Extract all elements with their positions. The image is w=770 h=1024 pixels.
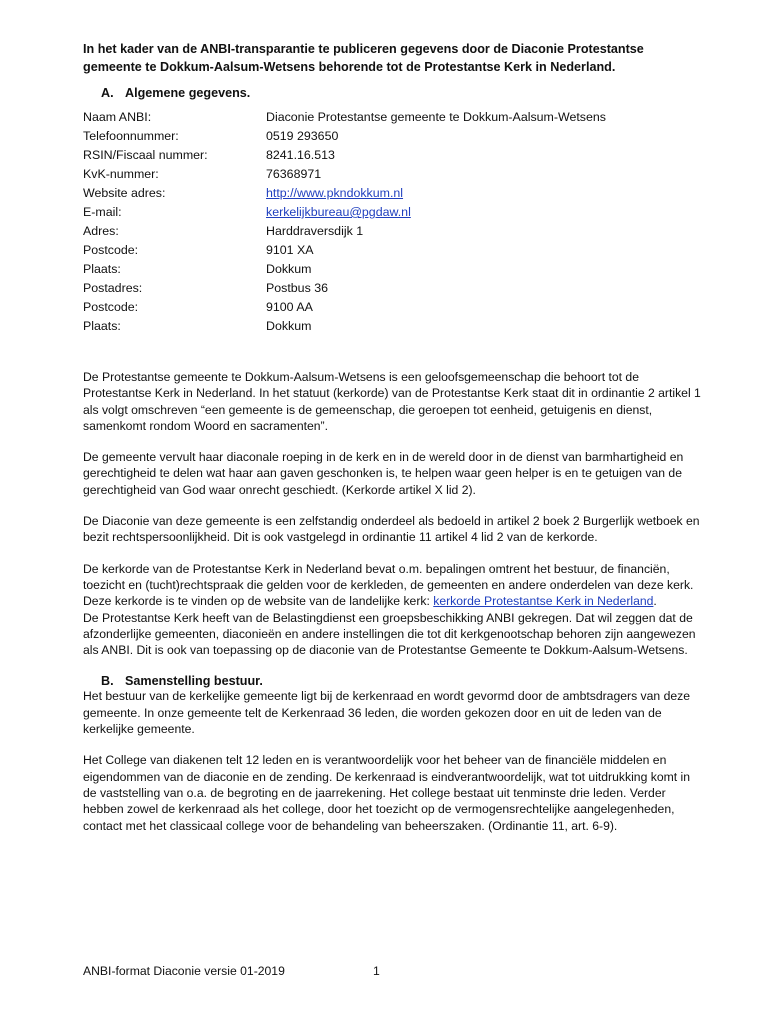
field-value: 0519 293650 [266,129,339,143]
section-a-title: Algemene gegevens. [125,86,251,100]
table-row [83,260,703,279]
field-value: Diaconie Protestantse gemeente te Dokkum-Aalsum-Wetsens [266,110,606,124]
field-label: Postcode: [83,300,139,314]
section-b-title: Samenstelling bestuur. [125,674,263,689]
field-label: Adres: [83,224,119,238]
paragraph-deacons-college: Het College van diakenen telt 12 leden en is verantwoordelijk voor het beheer van de financiële middelen en eigendommen van de diaconie en de zending. De kerkenraad is eindverantwoordelijk, wat tot uitdrukking komt in de vaststelling van o.a. de begroting en de jaarrekening. Het college bestaat uit tenminste drie leden. Verder hebben zowel de kerkenraad als het college, door het toezicht op de vermogensrechtelijke aangelegenheden, contact met het classicaal college voor de behandeling van beheerszaken. (Ordinantie 11, art. 6-9). [83,753,691,833]
field-label: KvK-nummer: [83,167,159,181]
table-row [83,203,703,222]
field-value: Dokkum [266,262,312,276]
field-label: Website adres: [83,186,166,200]
field-label: Plaats: [83,262,121,276]
section-b-heading [83,674,703,688]
table-row [83,222,703,241]
table-row [83,184,703,203]
field-value: Harddraversdijk 1 [266,224,364,238]
field-label: Telefoonnummer: [83,129,179,143]
intro-heading: In het kader van de ANBI-transparantie te publiceren gegevens door de Diaconie Protestantse gemeente te Dokkum-Aalsum-Wetsens behorende tot de Protestantse Kerk in Nederland. [83,42,644,74]
link-trailing-text: . [653,594,657,609]
email-link[interactable]: kerkelijkbureau@pgdaw.nl [266,205,411,219]
field-value: 9100 AA [266,300,313,314]
field-label: Postcode: [83,243,139,257]
page-number: 1 [373,964,380,978]
section-a-letter: A. [101,86,114,100]
table-row [83,127,703,146]
field-label: Naam ANBI: [83,110,152,124]
field-label: RSIN/Fiscaal nummer: [83,148,208,162]
table-row [83,298,703,317]
field-label: Plaats: [83,319,121,333]
paragraph-board: Het bestuur van de kerkelijke gemeente ligt bij de kerkenraad en wordt gevormd door de ambtsdragers van deze gemeente. In onze gemeente telt de Kerkenraad 36 leden, die worden gekozen door en uit de leden van de kerkelijke gemeente. [83,689,691,737]
table-row [83,165,703,184]
paragraph-anbi-group: De Protestantse Kerk heeft van de Belastingdienst een groepsbeschikking ANBI gekregen. Dat wil zeggen dat de afzonderlijke gemeenten, diaconieën en andere instellingen die tot dit kerkgenootschap behoren zijn aangewezen als ANBI. Dit is ook van toepassing op de diaconie van de Protestantse Gemeente te Dokkum-Aalsum-Wetsens. [83,610,696,658]
table-row [83,279,703,298]
table-row [83,241,703,260]
document-page [83,40,703,849]
paragraph-legal-entity: De Diaconie van deze gemeente is een zelfstandig onderdeel als bedoeld in artikel 2 boek 2 Burgerlijk wetboek en bezit rechtspersoonlijkheid. Dit is ook vastgelegd in ordinantie 11 artikel 4 lid 2 van de kerkorde. [83,514,700,545]
field-value: 76368971 [266,167,322,181]
paragraph-diaconal-calling: De gemeente vervult haar diaconale roeping in de kerk en in de wereld door in de dienst van barmhartigheid en gerechtigheid te delen wat haar aan gaven geschonken is, te helpen waar geen helper is en te getuigen van de gerechtigheid van God waar onrecht geschiedt. (Kerkorde artikel X lid 2). [83,450,684,497]
link-intro-text: Deze kerkorde is te vinden op de website van de landelijke kerk: [83,594,434,609]
paragraph-church-order: De kerkorde van de Protestantse Kerk in Nederland bevat o.m. bepalingen omtrent het bestuur, de financiën, toezicht en (tucht)rechtspraak die gelden voor de kerkleden, de gemeenten en andere onderdelen van deze kerk. [83,561,694,592]
footer-text: ANBI-format Diaconie versie 01-2019 [83,964,285,978]
table-row [83,146,703,165]
section-a-heading [83,86,703,100]
paragraph-congregation: De Protestantse gemeente te Dokkum-Aalsum-Wetsens is een geloofsgemeenschap die behoort tot de Protestantse Kerk in Nederland. In het statuut (kerkorde) van de Protestantse Kerk staat dit in ordinantie 2 artikel 1 als volgt omschreven “een gemeente is de gemeenschap, die geroepen tot eenheid, getuigenis en dienst, samenkomt rondom Woord en sacramenten”. [83,370,701,433]
website-link[interactable]: http://www.pkndokkum.nl [266,186,404,200]
field-value: Dokkum [266,319,312,333]
general-info-table [83,108,703,336]
section-b-letter: B. [101,674,114,689]
paragraph-church-order-link [83,593,703,609]
field-value: 8241.16.513 [266,148,335,162]
field-label: Postadres: [83,281,143,295]
field-label: E-mail: [83,205,122,219]
church-order-link[interactable]: kerkorde Protestantse Kerk in Nederland [433,594,654,609]
field-value: 9101 XA [266,243,314,257]
field-value: Postbus 36 [266,281,328,295]
table-row [83,317,703,336]
table-row [83,108,703,127]
